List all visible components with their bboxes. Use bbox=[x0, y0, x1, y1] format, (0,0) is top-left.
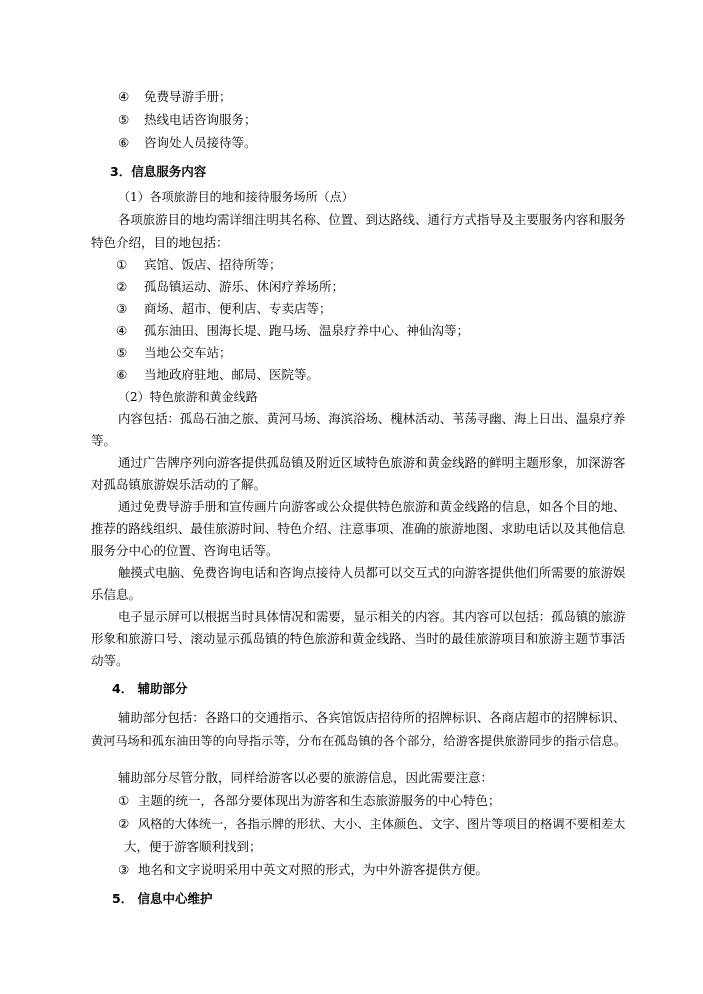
list-item: 当地公交车站； bbox=[144, 345, 232, 360]
paragraph-line: 推荐的路线组织、最佳旅游时间、特色介绍、注意事项、准确的旅游地图、求助电话以及其他信息 bbox=[91, 521, 626, 536]
paragraph-line: 内容包括：孤岛石油之旅、黄河马场、海滨浴场、槐林活动、苇荡寻幽、海上日出、温泉疗养 bbox=[118, 412, 626, 426]
section-heading: 5． 信息中心维护 bbox=[112, 891, 213, 906]
list-item: 免费导游手册； bbox=[144, 89, 232, 104]
paragraph-line: 各项旅游目的地均需详细注明其名称、位置、到达路线、通行方式指导及主要服务内容和服务 bbox=[118, 213, 626, 227]
list-item: 孤东油田、围海长堤、跑马场、温泉疗养中心、神仙沟等； bbox=[144, 323, 470, 338]
list-item: 地名和文字说明采用中英文对照的形式，为中外游客提供方便。 bbox=[138, 862, 489, 877]
list-marker: ③ bbox=[118, 862, 130, 877]
paragraph-line: 通过广告牌序列向游客提供孤岛镇及附近区域特色旅游和黄金线路的鲜明主题形象，加深游客 bbox=[118, 456, 626, 470]
list-marker: ⑤ bbox=[116, 345, 128, 360]
list-item: 商场、超市、便利店、专卖店等； bbox=[144, 301, 332, 316]
paragraph-line: 形象和旅游口号、滚动显示孤岛镇的特色旅游和黄金线路、当时的最佳旅游项目和旅游主题节事活 bbox=[91, 631, 626, 646]
paragraph-line: 等。 bbox=[91, 433, 117, 448]
list-item: 风格的大体统一，各指示牌的形状、大小、主体颜色、文字、图片等项目的格调不要相差太 bbox=[138, 817, 626, 831]
list-item: 主题的统一，各部分要体现出为游客和生态旅游服务的中心特色； bbox=[138, 793, 501, 808]
paragraph-line: 辅助部分包括：各路口的交通指示、各宾馆饭店招待所的招牌标识、各商店超市的招牌标识、 bbox=[118, 711, 626, 725]
list-marker: ⑥ bbox=[118, 135, 130, 150]
section-heading: 3．信息服务内容 bbox=[110, 164, 207, 179]
paragraph-line: 服务分中心的位置、咨询电话等。 bbox=[91, 543, 279, 558]
list-item: 宾馆、饭店、招待所等； bbox=[144, 257, 282, 272]
list-marker: ② bbox=[116, 279, 128, 294]
paragraph-line: 乐信息。 bbox=[91, 587, 142, 602]
list-marker: ④ bbox=[116, 323, 128, 338]
section-heading: 4． 辅助部分 bbox=[112, 681, 188, 696]
paragraph-line: 动等。 bbox=[91, 653, 129, 668]
paragraph-line: 触摸式电脑、免费咨询电话和咨询点接待人员都可以交互式的向游客提供他们所需要的旅游娱 bbox=[118, 566, 626, 580]
list-marker: ① bbox=[118, 793, 130, 808]
paragraph-line: 电子显示屏可以根据当时具体情况和需要，显示相关的内容。其内容可以包括：孤岛镇的旅游 bbox=[118, 610, 626, 624]
list-item: 咨询处人员接待等。 bbox=[144, 135, 257, 150]
list-marker: ⑥ bbox=[116, 367, 128, 382]
list-item-continuation: 大，便于游客顺利找到； bbox=[124, 839, 262, 854]
paragraph-line: 特色介绍，目的地包括： bbox=[91, 235, 229, 250]
paragraph-line: 辅助部分尽管分散，同样给游客以必要的旅游信息，因此需要注意： bbox=[118, 770, 494, 785]
list-item: 孤岛镇运动、游乐、休闲疗养场所； bbox=[144, 279, 345, 294]
list-marker: ② bbox=[118, 816, 130, 831]
paragraph-line: 通过免费导游手册和宣传画片向游客或公众提供特色旅游和黄金线路的信息，如各个目的地、 bbox=[118, 500, 626, 514]
list-item: 当地政府驻地、邮局、医院等。 bbox=[144, 367, 320, 382]
list-item: 热线电话咨询服务； bbox=[144, 112, 257, 127]
paragraph-line: 黄河马场和孤东油田等的向导指示等，分布在孤岛镇的各个部分，给游客提供旅游同步的指示信息。 bbox=[91, 734, 626, 748]
list-marker: ③ bbox=[116, 301, 128, 316]
list-marker: ④ bbox=[118, 89, 130, 104]
paragraph-line: 对孤岛镇旅游娱乐活动的了解。 bbox=[91, 477, 267, 492]
subheading: （2）特色旅游和黄金线路 bbox=[118, 390, 258, 404]
list-marker: ① bbox=[116, 257, 128, 272]
subheading: （1）各项旅游目的地和接待服务场所（点） bbox=[118, 190, 354, 204]
list-marker: ⑤ bbox=[118, 112, 130, 127]
